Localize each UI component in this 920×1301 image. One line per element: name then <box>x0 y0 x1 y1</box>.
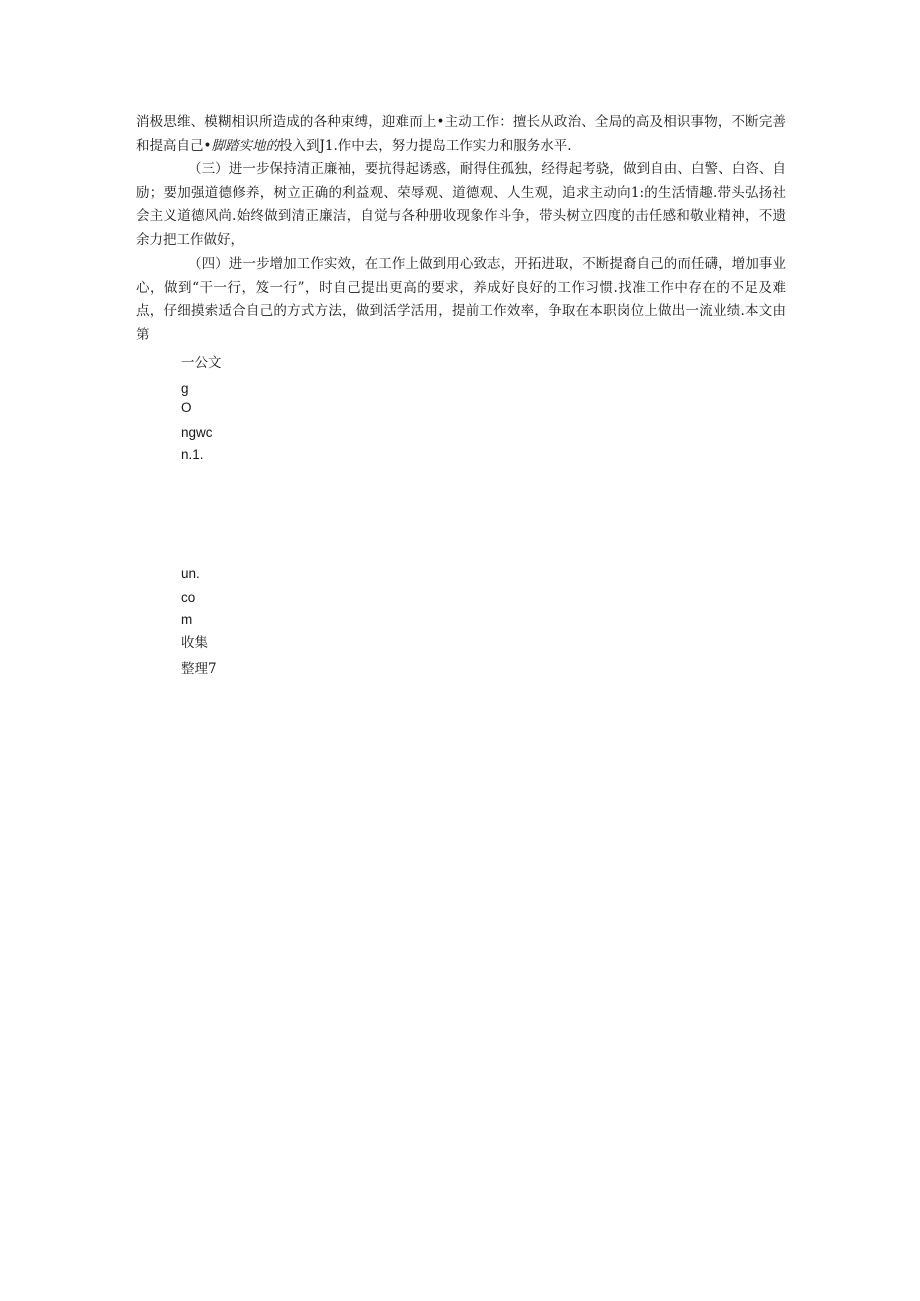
source-fragment: un. <box>181 566 200 581</box>
source-fragment: 整理7 <box>181 661 217 677</box>
paragraph-text: 消极思维、模糊相识所造成的各种束缚，迎难而上•主动工作：擅长从政治、全局的高及相识事物，不断完善和提高自己• <box>136 114 786 154</box>
source-fragment: m <box>181 612 193 627</box>
source-fragment: 收集 <box>181 635 208 651</box>
paragraph-text: 投入到J1.作中去，努力提岛工作实力和服务水平. <box>278 137 572 154</box>
source-fragment: g <box>181 381 189 396</box>
paragraph-continuation <box>136 111 786 158</box>
source-fragment: ngwc <box>181 425 213 440</box>
source-fragment: O <box>181 400 192 415</box>
source-fragment: n.1. <box>181 447 204 462</box>
source-fragment: 一公文 <box>181 355 222 371</box>
source-fragment: co <box>181 590 196 605</box>
paragraph-italic-text: 脚踏实地的 <box>211 137 279 154</box>
paragraph-section-three: （三）进一步保持清正廉袖，要抗得起诱惑，耐得住孤独，经得起考骁，做到自由、白警、白咨、自励；要加强道德修养，树立正确的利益观、荣辱观、道德观、人生观，追求主动向1:的生活情趣.带头弘扬社会主义道德风尚.始终做到清正廉洁，自觉与各种册收现象作斗争，带头树立四度的击任感和敬业精神，不遗余力把工作做好， <box>136 161 786 248</box>
paragraph-section-four: （四）进一步增加工作实效，在工作上做到用心致志，开拓进取，不断提裔自己的而任礴，增加事业心，做到“干一行，笈一行”，时自己提出更高的要求，养成好良好的工作习惯.找准工作中存在的不足及难点，仔细摸索适合自己的方式方法，做到活学活用，提前工作效率，争取在本职岗位上做出一流业绩.本文由第 <box>136 256 786 343</box>
